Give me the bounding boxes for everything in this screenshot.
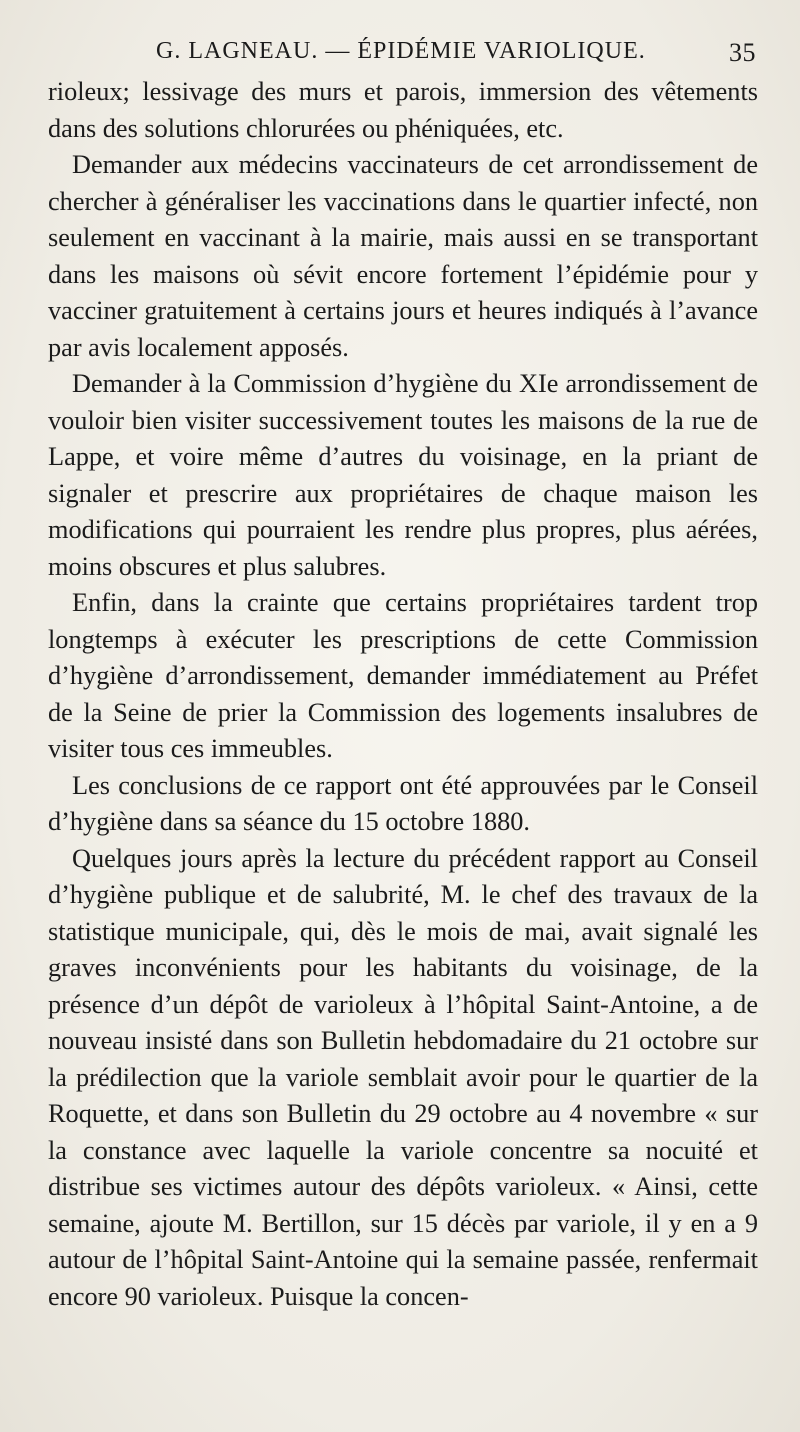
paragraph: rioleux; lessivage des murs et parois, immersion des vêtements dans des solutions chlorurées ou phéniquées, etc. [48, 77, 758, 143]
paragraph: Demander aux médecins vaccinateurs de cet arrondissement de chercher à généraliser les vaccinations dans le quartier infecté, non seulement en vaccinant à la mairie, mais aussi en se transportant dans les maisons où sévit encore fortement l’épidémie pour y vacciner gratuitement à certains jours et heures indiqués à l’avance par avis localement apposés. [48, 150, 758, 362]
body-text [48, 74, 758, 1315]
paragraph: Les conclusions de ce rapport ont été approuvées par le Conseil d’hygiène dans sa séance du 15 octobre 1880. [48, 770, 758, 836]
page-number: 35 [729, 38, 756, 67]
paragraph: Quelques jours après la lecture du précédent rapport au Conseil d’hygiène publique et de salubrité, M. le chef des travaux de la statistique municipale, qui, dès le mois de mai, avait signalé les graves inconvénients pour les habitants du voisinage, de la présence d’un dépôt de varioleux à l’hôpital Saint-Antoine, a de nouveau insisté dans son Bulletin hebdomadaire du 21 octobre sur la prédilection que la variole semblait avoir pour le quartier de la Roquette, et dans son Bulletin du 29 octobre au 4 novembre « sur la constance avec laquelle la variole concentre sa nocuité et distribue ses victimes autour des dépôts varioleux. « Ainsi, cette semaine, ajoute M. Bertillon, sur 15 décès par variole, il y en a 9 autour de l’hôpital Saint-Antoine qui la semaine passée, renfermait encore 90 varioleux. Puisque la concen- [48, 843, 758, 1311]
page-header [48, 30, 762, 70]
running-head: G. LAGNEAU. — ÉPIDÉMIE VARIOLIQUE. [156, 38, 646, 64]
paragraph: Demander à la Commission d’hygiène du XIe arrondissement de vouloir bien visiter successivement toutes les maisons de la rue de Lappe, et voire même d’autres du voisinage, en la priant de signaler et prescrire aux propriétaires de chaque maison les modifications qui pourraient les rendre plus propres, plus aérées, moins obscures et plus salubres. [48, 369, 758, 581]
paragraph: Enfin, dans la crainte que certains propriétaires tardent trop longtemps à exécuter les prescriptions de cette Commission d’hygiène d’arrondissement, demander immédiatement au Préfet de la Seine de prier la Commission des logements insalubres de visiter tous ces immeubles. [48, 588, 758, 763]
